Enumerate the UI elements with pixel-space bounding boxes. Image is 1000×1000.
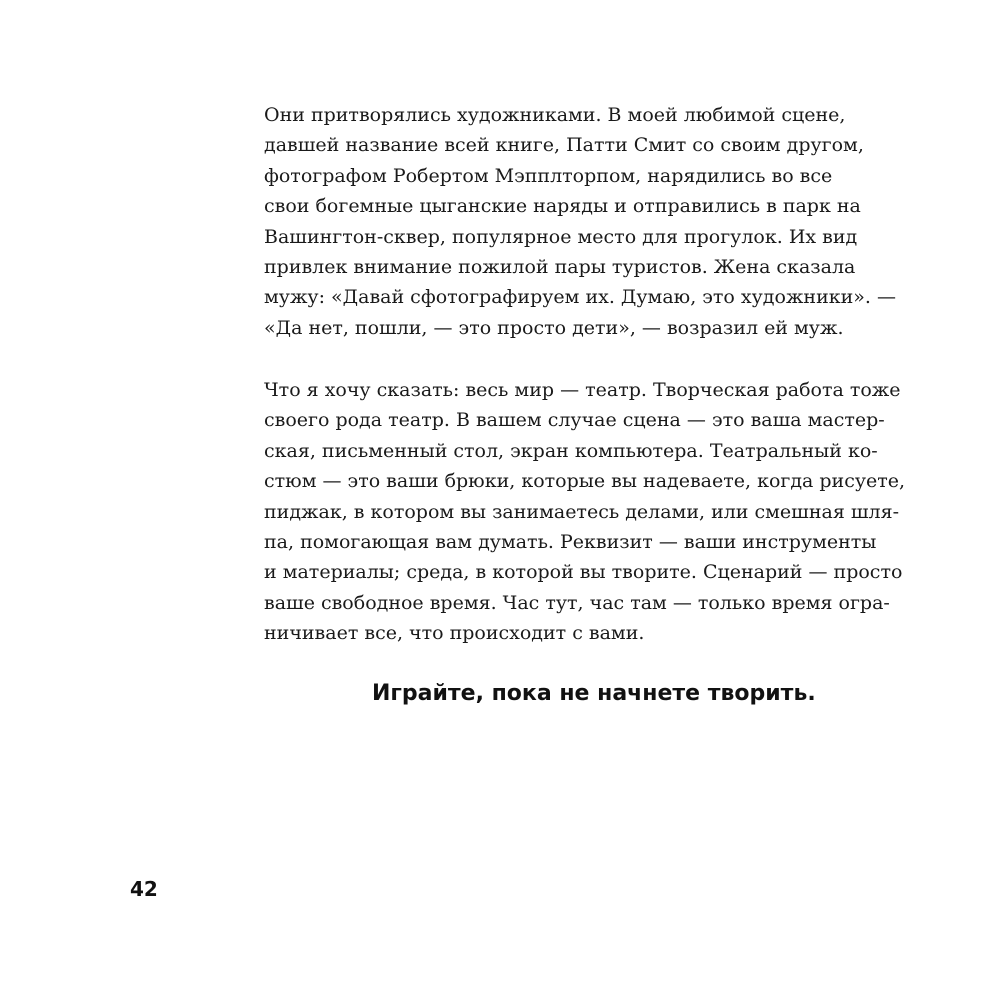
paragraph-world-is-theatre	[264, 375, 904, 649]
text-line: ваше свободное время. Час тут, час там — только время огра-	[264, 591, 890, 614]
text-line: фотографом Робертом Мэпплторпом, нарядились во все	[264, 164, 833, 187]
paragraph-patti-smith	[264, 100, 904, 343]
text-line: Они притворялись художниками. В моей любимой сцене,	[264, 104, 846, 126]
text-line: и материалы; среда, в которой вы творите. Сценарий — просто	[264, 561, 903, 584]
text-line: па, помогающая вам думать. Реквизит — ваши инструменты	[264, 530, 877, 553]
text-line: стюм — это ваши брюки, которые вы надеваете, когда рисуете,	[264, 470, 906, 493]
text-line: Вашингтон-сквер, популярное место для прогулок. Их вид	[264, 225, 858, 248]
text-line: привлек внимание пожилой пары туристов. Жена сказала	[264, 255, 856, 278]
text-line: пиджак, в котором вы занимаетесь делами, или смешная шля-	[264, 500, 899, 523]
text-line: ская, письменный стол, экран компьютера. Театральный ко-	[264, 439, 878, 462]
text-line: свои богемные цыганские наряды и отправились в парк на	[264, 195, 861, 218]
text-line: ничивает все, что происходит с вами.	[264, 622, 645, 645]
text-line: Что я хочу сказать: весь мир — театр. Творческая работа тоже	[264, 379, 901, 401]
text-line: «Да нет, пошли, — это просто дети», — возразил ей муж.	[264, 316, 844, 339]
text-line: своего рода театр. В вашем случае сцена — это ваша мастер-	[264, 409, 885, 432]
text-line: давшей название всей книге, Патти Смит со своим другом,	[264, 134, 864, 157]
text-line: мужу: «Давай сфотографируем их. Думаю, это художники». —	[264, 286, 896, 309]
section-heading: Играйте, пока не начнете творить.	[372, 681, 816, 706]
page-number: 42	[130, 877, 158, 901]
